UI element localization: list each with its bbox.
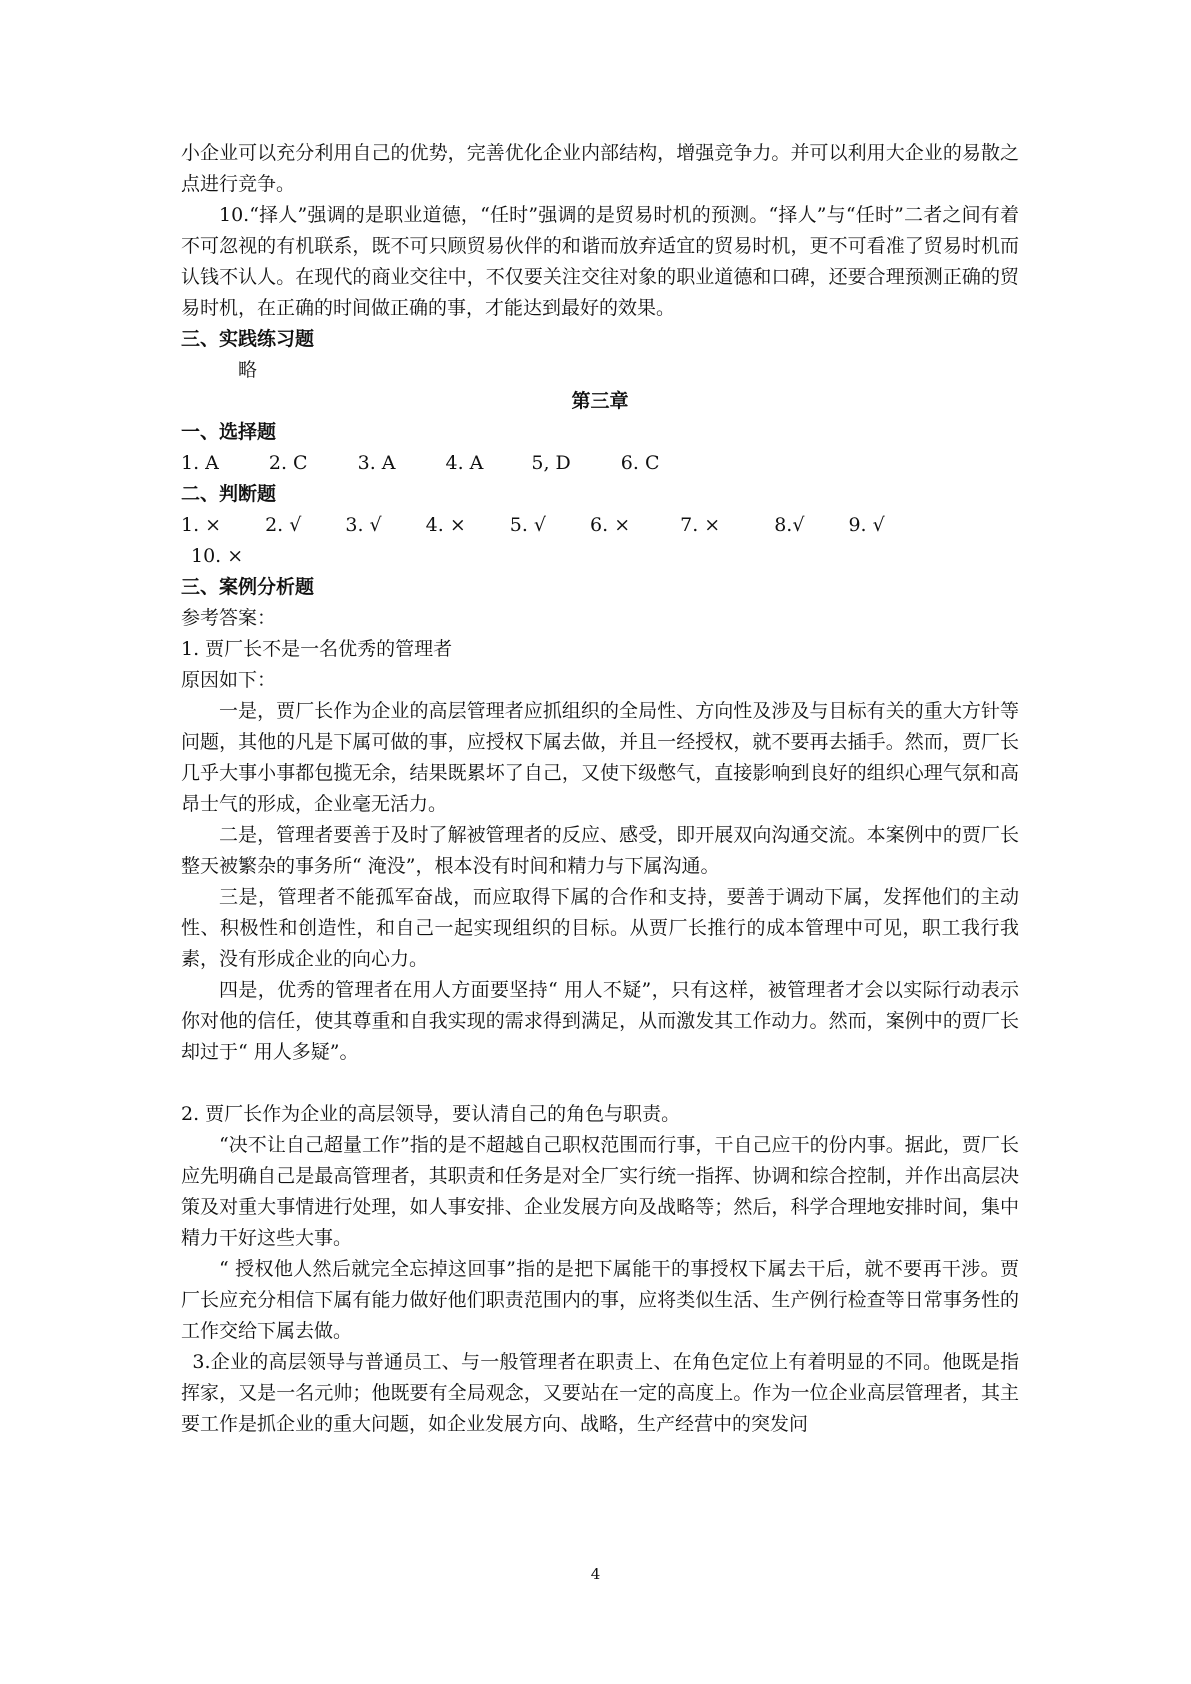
paragraph: 参考答案： <box>181 607 277 629</box>
chapter-title: 第三章 <box>571 390 629 412</box>
paragraph: 二是，管理者要善于及时了解被管理者的反应、感受，即开展双向沟通交流。本案例中的贾厂长整天被繁杂的事务所“ 淹没”，根本没有时间和精力与下属沟通。 <box>181 824 1019 877</box>
paragraph: 小企业可以充分利用自己的优势，完善优化企业内部结构，增强竞争力。并可以利用大企业的易散之点进行竞争。 <box>181 142 1019 195</box>
answer-item: 1. × <box>181 514 222 536</box>
page-number: 4 <box>590 1565 601 1583</box>
blank-line <box>181 1068 1019 1099</box>
paragraph: 三是，管理者不能孤军奋战，而应取得下属的合作和支持，要善于调动下属，发挥他们的主动性、积极性和创造性，和自己一起实现组织的目标。从贾厂长推行的成本管理中可见，职工我行我素，没有形成企业的向心力。 <box>181 886 1019 970</box>
section-heading: 一、选择题 <box>181 421 277 443</box>
answer-item: 6. C <box>620 452 660 474</box>
section-heading: 二、判断题 <box>181 483 277 505</box>
paragraph: 10.“择人”强调的是职业道德，“任时”强调的是贸易时机的预测。“择人”与“任时”二者之间有着不可忽视的有机联系，既不可只顾贸易伙伴的和谐而放弃适宜的贸易时机，更不可看准了贸易时机而认钱不认人。在现代的商业交往中，不仅要关注交往对象的职业道德和口碑，还要合理预测正确的贸易时机，在正确的时间做正确的事，才能达到最好的效果。 <box>181 204 1019 319</box>
paragraph: 1. 贾厂长不是一名优秀的管理者 <box>181 638 453 660</box>
paragraph: 略 <box>238 359 258 381</box>
answer-item: 4. A <box>445 452 484 474</box>
answer-item: 5, D <box>531 452 571 474</box>
answer-item: 3. A <box>357 452 396 474</box>
answer-item: 6. × <box>590 514 631 536</box>
answer-item: 10. × <box>191 545 244 567</box>
document-page <box>181 138 1019 1440</box>
answer-item: 5. √ <box>509 514 547 536</box>
answer-item: 9. √ <box>848 514 885 536</box>
answer-list <box>181 510 1019 572</box>
paragraph: 四是，优秀的管理者在用人方面要坚持“ 用人不疑”，只有这样，被管理者才会以实际行动表示你对他的信任，使其尊重和自我实现的需求得到满足，从而激发其工作动力。然而，案例中的贾厂长却过于“ 用人多疑”。 <box>181 979 1019 1063</box>
paragraph: 3.企业的高层领导与普通员工、与一般管理者在职责上、在角色定位上有着明显的不同。他既是指挥家，又是一名元帅；他既要有全局观念，又要站在一定的高度上。作为一位企业高层管理者，其主要工作是抓企业的重大问题，如企业发展方向、战略，生产经营中的突发问 <box>181 1351 1019 1435</box>
paragraph: “ 授权他人然后就完全忘掉这回事”指的是把下属能干的事授权下属去干后，就不要再干涉。贾厂长应充分相信下属有能力做好他们职责范围内的事，应将类似生活、生产例行检查等日常事务性的工作交给下属去做。 <box>181 1258 1019 1342</box>
answer-item: 4. × <box>425 514 466 536</box>
paragraph: 2. 贾厂长作为企业的高层领导，要认清自己的角色与职责。 <box>181 1103 681 1125</box>
answer-item: 3. √ <box>345 514 382 536</box>
answer-item: 2. √ <box>265 514 302 536</box>
section-heading: 三、案例分析题 <box>181 576 315 598</box>
section-heading: 三、实践练习题 <box>181 328 315 350</box>
answer-list <box>181 448 1019 479</box>
answer-item: 1. A <box>181 452 219 474</box>
paragraph: 一是，贾厂长作为企业的高层管理者应抓组织的全局性、方向性及涉及与目标有关的重大方针等问题，其他的凡是下属可做的事，应授权下属去做，并且一经授权，就不要再去插手。然而，贾厂长几乎大事小事都包揽无余，结果既累坏了自己，又使下级憋气，直接影响到良好的组织心理气氛和高昂士气的形成，企业毫无活力。 <box>181 700 1019 815</box>
paragraph: “决不让自己超量工作”指的是不超越自己职权范围而行事，干自己应干的份内事。据此，贾厂长应先明确自己是最高管理者，其职责和任务是对全厂实行统一指挥、协调和综合控制，并作出高层决策及对重大事情进行处理，如人事安排、企业发展方向及战略等；然后，科学合理地安排时间，集中精力干好这些大事。 <box>181 1134 1019 1249</box>
answer-item: 8.√ <box>774 514 805 536</box>
answer-item: 7. × <box>680 514 721 536</box>
answer-item: 2. C <box>268 452 308 474</box>
paragraph: 原因如下： <box>181 669 277 691</box>
